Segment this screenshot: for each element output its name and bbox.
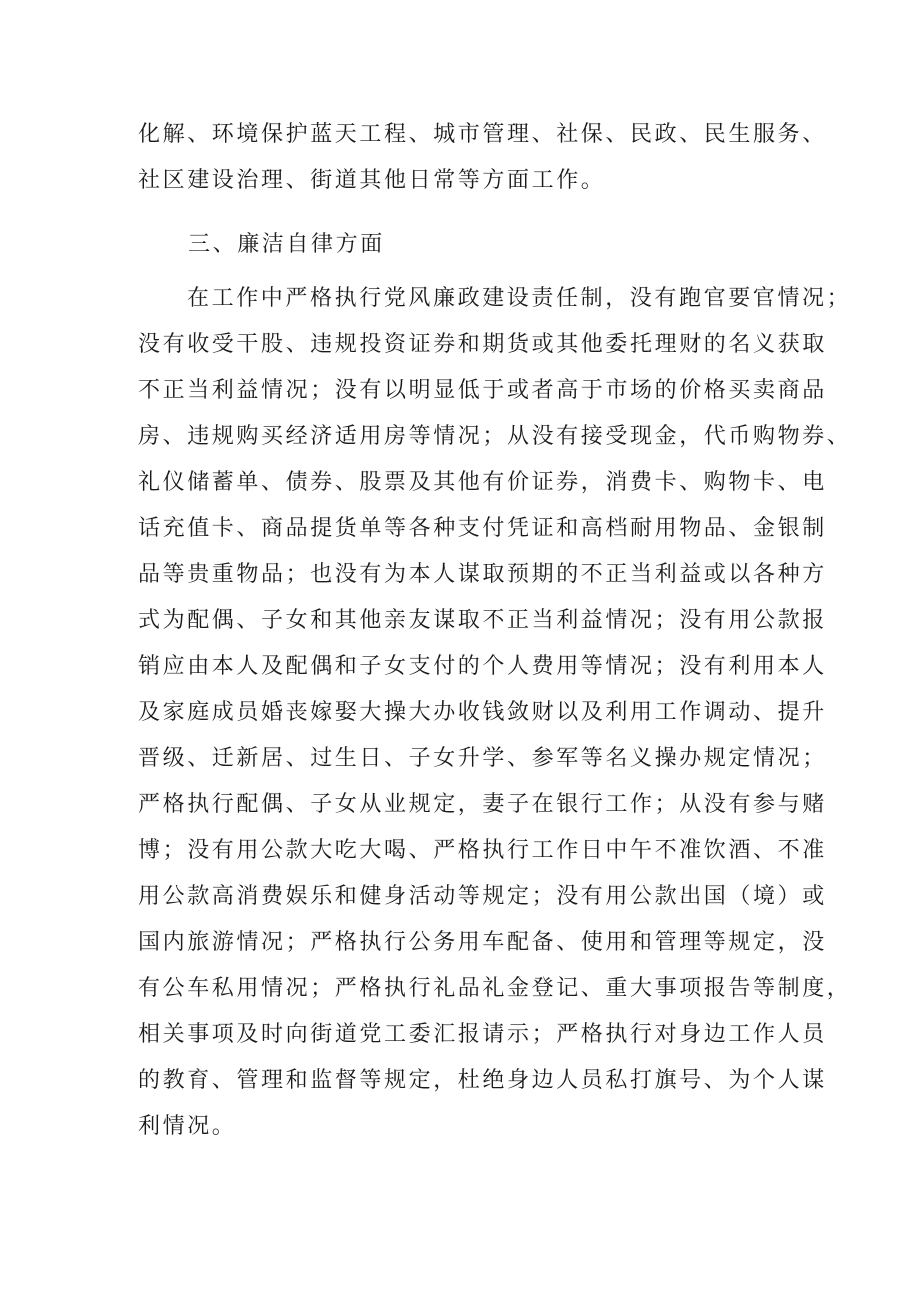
paragraph-line: 在工作中严格执行党风廉政建设责任制，没有跑官要官情况； — [187, 286, 852, 311]
paragraph-line: 品等贵重物品；也没有为本人谋取预期的不正当利益或以各种方 — [138, 562, 827, 587]
section-heading — [138, 222, 798, 268]
paragraph-2 — [138, 276, 852, 1150]
section-heading-text: 三、廉洁自律方面 — [188, 232, 385, 257]
paragraph-line: 不正当利益情况；没有以明显低于或者高于市场的价格买卖商品 — [138, 378, 827, 403]
paragraph-line: 式为配偶、子女和其他亲友谋取不正当利益情况；没有用公款报 — [138, 608, 827, 633]
paragraph-line: 国内旅游情况；严格执行公务用车配备、使用和管理等规定，没 — [138, 930, 827, 955]
paragraph-line: 相关事项及时向街道党工委汇报请示；严格执行对身边工作人员 — [138, 1022, 827, 1047]
paragraph-line: 礼仪储蓄单、债券、股票及其他有价证券，消费卡、购物卡、电 — [138, 470, 827, 495]
paragraph-line: 严格执行配偶、子女从业规定，妻子在银行工作；从没有参与赌 — [138, 792, 827, 817]
paragraph-1 — [138, 112, 827, 204]
paragraph-line: 没有收受干股、违规投资证券和期货或其他委托理财的名义获取 — [138, 332, 827, 357]
paragraph-line: 社区建设治理、街道其他日常等方面工作。 — [138, 168, 606, 193]
paragraph-line: 及家庭成员婚丧嫁娶大操大办收钱敛财以及利用工作调动、提升 — [138, 700, 827, 725]
paragraph-line: 销应由本人及配偶和子女支付的个人费用等情况；没有利用本人 — [138, 654, 827, 679]
paragraph-line: 有公车私用情况；严格执行礼品礼金登记、重大事项报告等制度， — [138, 976, 852, 1001]
paragraph-line: 化解、环境保护蓝天工程、城市管理、社保、民政、民生服务、 — [138, 122, 827, 147]
paragraph-line: 用公款高消费娱乐和健身活动等规定；没有用公款出国（境）或 — [138, 884, 827, 909]
paragraph-line: 的教育、管理和监督等规定，杜绝身边人员私打旗号、为个人谋 — [138, 1068, 827, 1093]
paragraph-line: 晋级、迁新居、过生日、子女升学、参军等名义操办规定情况； — [138, 746, 827, 771]
paragraph-line: 利情况。 — [138, 1114, 237, 1139]
paragraph-line: 房、违规购买经济适用房等情况；从没有接受现金，代币购物券、 — [138, 424, 852, 449]
paragraph-line: 话充值卡、商品提货单等各种支付凭证和高档耐用物品、金银制 — [138, 516, 827, 541]
paragraph-line: 博；没有用公款大吃大喝、严格执行工作日中午不准饮酒、不准 — [138, 838, 827, 863]
